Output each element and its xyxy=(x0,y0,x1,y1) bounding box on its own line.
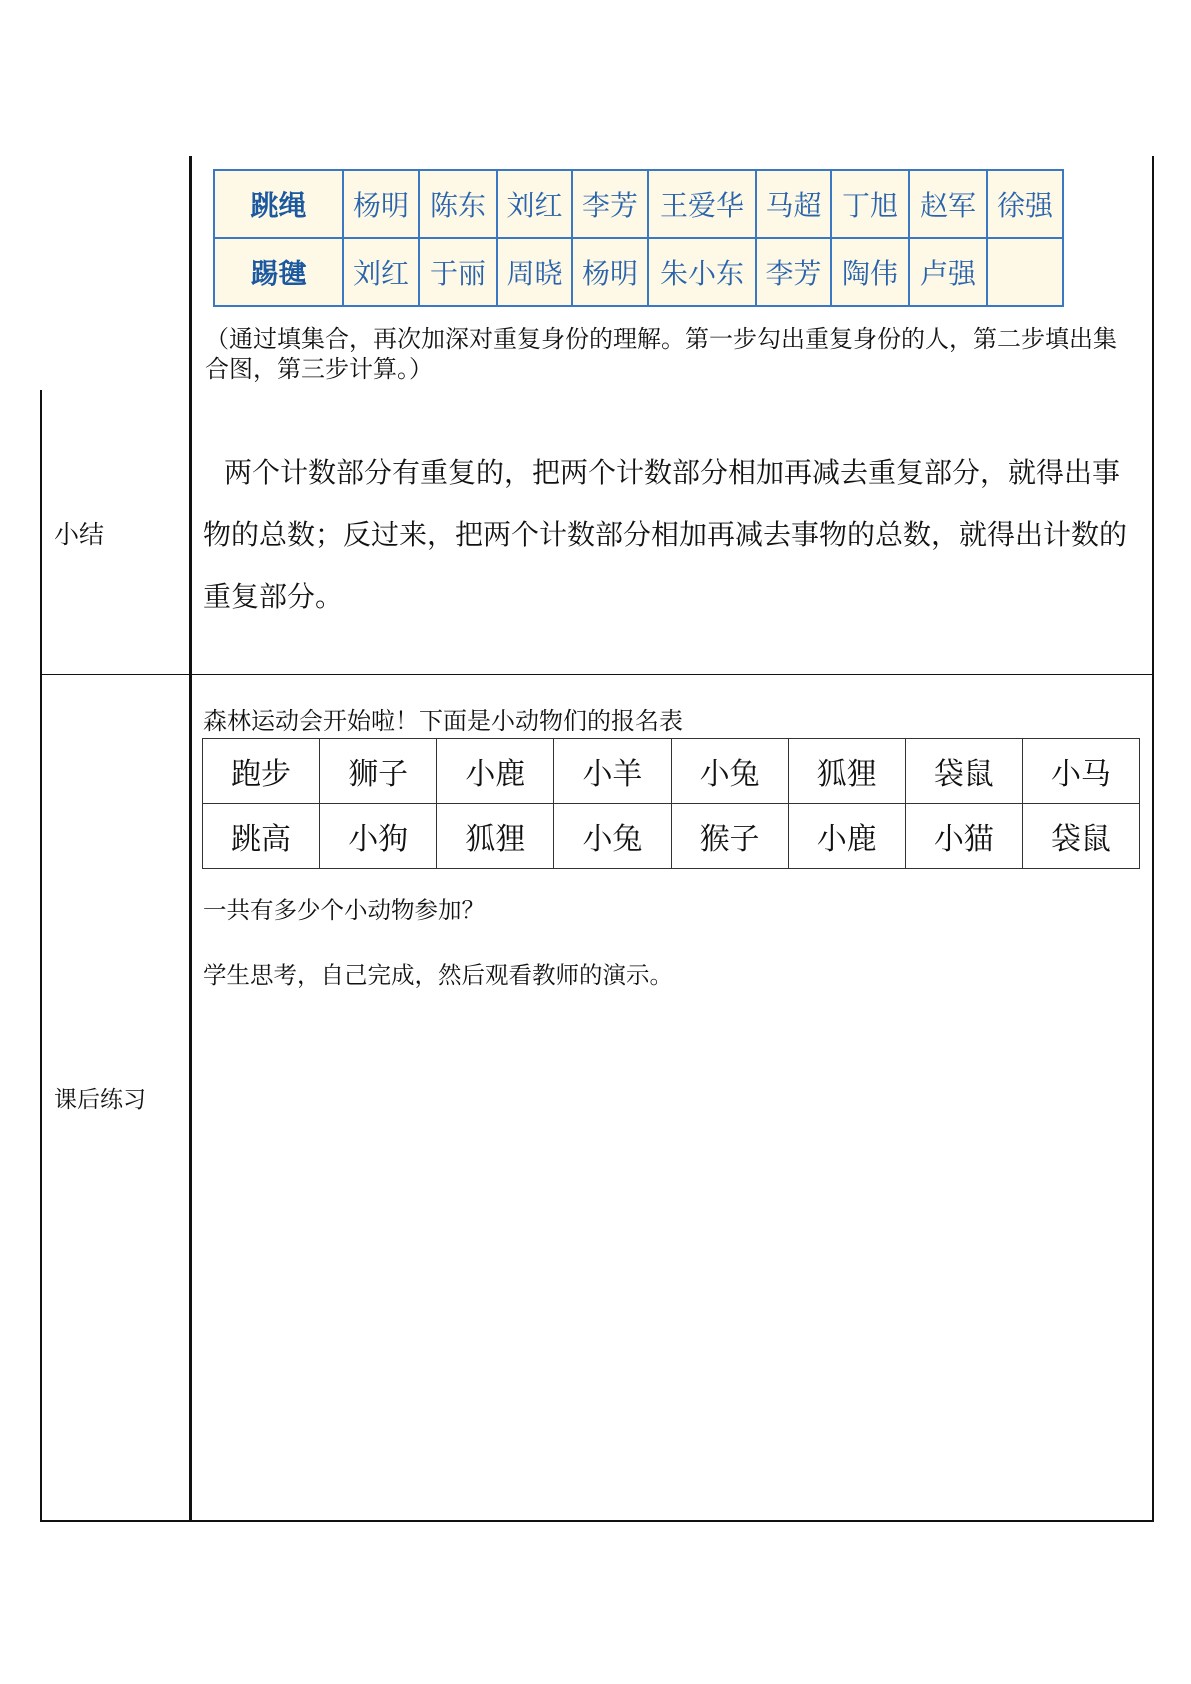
teaching-note: （通过填集合，再次加深对重复身份的理解。第一步勾出重复身份的人，第二步填出集合图，第三步计算。） xyxy=(205,327,1117,383)
animal-cell: 小羊 xyxy=(554,739,671,804)
animal-cell: 小猫 xyxy=(905,804,1022,869)
participant-name-cell: 朱小东 xyxy=(648,238,756,306)
animal-cell: 小马 xyxy=(1022,739,1139,804)
participant-name-cell: 徐强 xyxy=(987,170,1063,238)
animal-cell: 狐狸 xyxy=(788,739,905,804)
event-label: 踢毽 xyxy=(214,238,343,306)
participant-name-cell: 周晓 xyxy=(497,238,572,306)
participant-name-cell: 杨明 xyxy=(572,238,648,306)
participant-name-cell: 赵军 xyxy=(909,170,987,238)
participant-name-cell: 于丽 xyxy=(419,238,497,306)
roster-row-shuttlecock xyxy=(214,238,1063,306)
participant-name-cell: 马超 xyxy=(756,170,831,238)
animal-cell: 狐狸 xyxy=(437,804,554,869)
outer-border-right xyxy=(1152,156,1154,1522)
participant-name-cell: 陈东 xyxy=(419,170,497,238)
participant-name-cell: 丁旭 xyxy=(831,170,909,238)
participant-name-cell: 李芳 xyxy=(756,238,831,306)
signup-row-high-jump xyxy=(203,804,1140,869)
participant-name-cell: 刘红 xyxy=(497,170,572,238)
exercise-intro: 森林运动会开始啦！下面是小动物们的报名表 xyxy=(203,709,683,735)
participant-name-cell: 杨明 xyxy=(343,170,419,238)
activity-roster-table xyxy=(213,169,1064,307)
row-divider xyxy=(40,674,1154,675)
animal-cell: 袋鼠 xyxy=(1022,804,1139,869)
participant-name-cell: 卢强 xyxy=(909,238,987,306)
animal-cell: 猴子 xyxy=(671,804,788,869)
roster-row-jump-rope xyxy=(214,170,1063,238)
animal-signup-table xyxy=(202,738,1140,869)
event-cell: 跳高 xyxy=(203,804,320,869)
exercise-label: 课后练习 xyxy=(54,1087,146,1112)
event-cell: 跑步 xyxy=(203,739,320,804)
outer-border-left xyxy=(40,390,42,1522)
participant-name-cell: 王爱华 xyxy=(648,170,756,238)
animal-cell: 小狗 xyxy=(320,804,437,869)
summary-paragraph: 两个计数部分有重复的，把两个计数部分相加再减去重复部分，就得出事物的总数；反过来，把两个计数部分相加再减去事物的总数，就得出计数的重复部分。 xyxy=(203,458,1128,613)
animal-cell: 小鹿 xyxy=(437,739,554,804)
empty-cell xyxy=(987,238,1063,306)
animal-cell: 狮子 xyxy=(320,739,437,804)
animal-cell: 小鹿 xyxy=(788,804,905,869)
column-divider xyxy=(189,156,192,1522)
summary-label: 小结 xyxy=(54,522,105,549)
animal-cell: 小兔 xyxy=(671,739,788,804)
signup-row-running xyxy=(203,739,1140,804)
exercise-question: 一共有多少个小动物参加？ xyxy=(203,898,485,924)
outer-border-bottom xyxy=(40,1520,1154,1522)
participant-name-cell: 刘红 xyxy=(343,238,419,306)
participant-name-cell: 李芳 xyxy=(572,170,648,238)
exercise-instruction: 学生思考，自己完成，然后观看教师的演示。 xyxy=(203,963,673,989)
animal-cell: 小兔 xyxy=(554,804,671,869)
animal-cell: 袋鼠 xyxy=(905,739,1022,804)
participant-name-cell: 陶伟 xyxy=(831,238,909,306)
event-label: 跳绳 xyxy=(214,170,343,238)
